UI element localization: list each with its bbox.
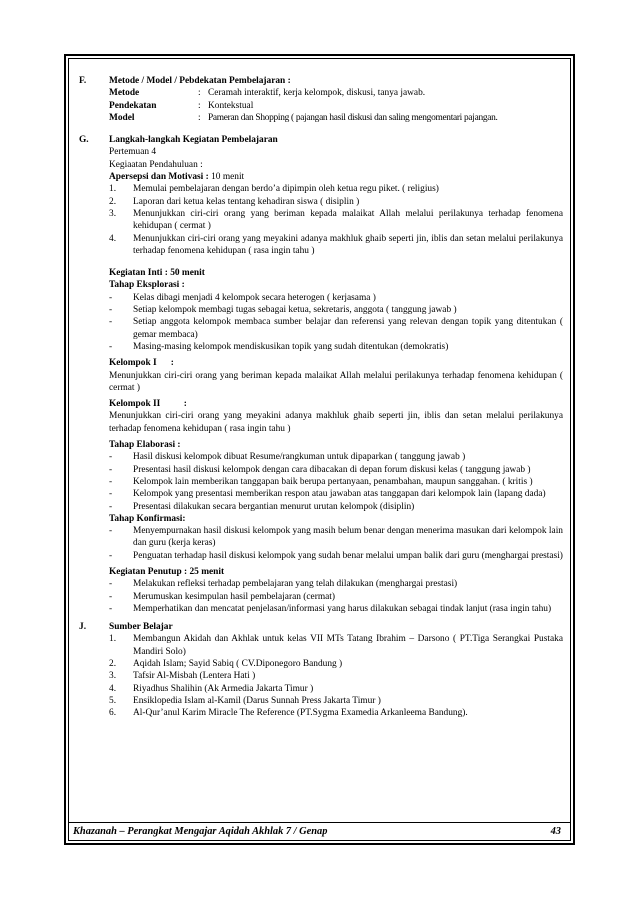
list-item (109, 591, 563, 603)
kelompok2-label: Kelompok II : (109, 399, 187, 410)
list-dash: - (109, 317, 113, 328)
list-item (109, 633, 563, 658)
approach-key: Pendekatan (109, 100, 157, 111)
list-item (109, 464, 563, 476)
list-text: Memulai pembelajaran dengan berdo’a dipimpin oleh ketua regu piket. ( religius) (133, 184, 439, 195)
list-number: 3. (109, 208, 117, 219)
list-text: Presentasi dilakukan secara bergantian menurut urutan kelompok (disiplin) (133, 501, 415, 512)
section-f-title: Metode / Model / Pebdekatan Pembelajaran : (109, 76, 291, 86)
section-g-title: Langkah-langkah Kegiatan Pembelajaran (109, 135, 278, 146)
list-number: 5. (109, 695, 117, 706)
list-item (109, 525, 563, 550)
section-g (79, 134, 563, 615)
list-number: 4. (109, 233, 117, 244)
list-item (109, 341, 563, 353)
list-dash: - (109, 603, 113, 614)
list-number: 1. (109, 184, 117, 195)
list-text: Ensiklopedia Islam al-Kamil (Darus Sunnah Press Jakarta Timur ) (133, 695, 381, 706)
list-text: Masing-masing kelompok mendiskusikan topik yang sudah ditentukan (demokratis) (133, 341, 449, 352)
kelompok2-text: Menunjukkan ciri-ciri orang yang meyakini adanya makhluk ghaib seperti jin, iblis dan setan melalui perilakunya terhadap fenomena kehidupan ( rasa ingin tahu ) (109, 411, 563, 434)
list-dash: - (109, 341, 113, 352)
list-item (109, 550, 563, 562)
list-dash: - (109, 476, 113, 487)
list-item (109, 476, 563, 488)
list-item (109, 196, 563, 208)
list-dash: - (109, 452, 113, 463)
list-item (109, 501, 563, 513)
list-item (109, 316, 563, 341)
list-item (109, 670, 563, 682)
list-dash: - (109, 292, 113, 303)
intro-label: Kegiaatan Pendahuluan : (109, 159, 203, 170)
list-number: 6. (109, 708, 117, 719)
apersepsi-heading (109, 171, 563, 183)
list-text: Memperhatikan dan mencatat penjelasan/informasi yang harus dilakukan sebagai tindak lanjut (rasa ingin tahu) (133, 603, 552, 614)
list-number: 2. (109, 659, 117, 670)
section-f-letter: F. (79, 76, 87, 86)
kelompok1-text: Menunjukkan ciri-ciri orang yang beriman kepada malaikat Allah melalui perilakunya terhadap fenomena kehidupan ( cermat ) (109, 370, 563, 393)
section-j-title: Sumber Belajar (109, 622, 173, 633)
method-key: Metode (109, 88, 140, 99)
footer-divider (68, 822, 571, 823)
list-text: Riyadhus Shalihin (Ak Armedia Jakarta Timur ) (133, 683, 314, 694)
list-dash: - (109, 591, 113, 602)
list-text: Penguatan terhadap hasil diskusi kelompok yang sudah benar melalui umpan balik dari guru (menghargai prestasi) (133, 550, 563, 561)
list-item (109, 603, 563, 615)
method-colon: : (198, 88, 201, 99)
list-dash: - (109, 464, 113, 475)
method-value: Ceramah interaktif, kerja kelompok, diskusi, tanya jawab. (208, 88, 426, 99)
section-j-letter: J. (79, 622, 87, 633)
list-item (109, 304, 563, 316)
list-text: Melakukan refleksi terhadap pembelajaran yang telah dilakukan (menghargai prestasi) (133, 579, 458, 590)
list-text: Menyempurnakan hasil diskusi kelompok yang masih belum benar dengan menerima masukan dari kelompok lain dan guru (kerja keras) (133, 526, 563, 549)
method-row (109, 87, 563, 99)
list-item (109, 183, 563, 195)
list-text: Membangun Akidah dan Akhlak untuk kelas VII MTs Tatang Ibrahim – Darsono ( PT.Tiga Serangkai Pustaka Mandiri Solo) (133, 634, 563, 657)
inti-label: Kegiatan Inti : 50 menit (109, 268, 205, 279)
list-item (109, 695, 563, 707)
list-text: Kelompok yang presentasi memberikan respon atau jawaban atas tanggapan dari kelompok lain (lapang dada) (133, 489, 546, 500)
approach-row (109, 100, 563, 112)
apersepsi-label: Apersepsi dan Motivasi : (109, 172, 209, 183)
list-number: 1. (109, 634, 117, 645)
apersepsi-time: 10 menit (208, 172, 245, 183)
section-f (79, 75, 563, 124)
list-text: Setiap anggota kelompok membaca sumber belajar dan referensi yang relevan dengan topik yang ditentukan ( gemar membaca) (133, 317, 563, 340)
list-text: Hasil diskusi kelompok dibuat Resume/rangkuman untuk dipaparkan ( tanggung jawab ) (133, 452, 466, 463)
penutup-label: Kegiatan Penutup : 25 menit (109, 566, 225, 577)
list-item (109, 658, 563, 670)
list-text: Kelompok lain memberikan tanggapan baik berupa pertanyaan, penambahan, maupun sanggahan. ( kritis ) (133, 476, 533, 487)
list-text: Merumuskan kesimpulan hasil pembelajaran (cermat) (133, 591, 336, 602)
list-text: Menunjukkan ciri-ciri orang yang beriman kepada malaikat Allah melalui perilakunya terhadap fenomena kehidupan ( cermat ) (133, 208, 563, 232)
list-item (109, 208, 563, 233)
list-item (109, 683, 563, 695)
list-text: Aqidah Islam; Sayid Sabiq ( CV.Diponegoro Bandung ) (133, 659, 343, 670)
list-item (109, 451, 563, 463)
list-text: Menunjukkan ciri-ciri orang yang meyakini adanya makhluk ghaib seperti jin, iblis dan setan melalui perilakunya terhadap fenomena kehidupan ( rasa ingin tahu ) (133, 233, 563, 256)
list-dash: - (109, 526, 113, 537)
section-g-letter: G. (79, 135, 89, 146)
approach-value: Kontekstual (208, 100, 254, 111)
footer-title: Khazanah – Perangkat Mengajar Aqidah Akhlak 7 / Genap (73, 826, 328, 837)
section-j (79, 621, 563, 719)
meeting-label: Pertemuan 4 (109, 147, 157, 158)
list-item (109, 578, 563, 590)
model-row (109, 112, 563, 124)
list-item (109, 233, 563, 258)
list-dash: - (109, 501, 113, 512)
konfirmasi-label: Tahap Konfirmasi: (109, 513, 186, 524)
list-item (109, 488, 563, 500)
list-dash: - (109, 550, 113, 561)
model-value: Pameran dan Shopping ( pajangan hasil diskusi dan saling mengomentari pajangan. (208, 112, 498, 123)
elaborasi-label: Tahap Elaborasi : (109, 440, 181, 451)
list-item (109, 707, 563, 719)
list-text: Presentasi hasil diskusi kelompok dengan cara dibacakan di depan forum diskusi kelas ( tanggung jawab ) (133, 464, 531, 475)
list-number: 2. (109, 196, 117, 207)
document-body (79, 75, 563, 720)
list-dash: - (109, 579, 113, 590)
model-colon: : (198, 112, 201, 123)
kelompok1-label: Kelompok I : (109, 358, 174, 369)
list-text: Kelas dibagi menjadi 4 kelompok secara heterogen ( kerjasama ) (133, 292, 376, 303)
list-text: Al-Qur’anul Karim Miracle The Reference (PT.Sygma Examedia Arkanleema Bandung). (133, 708, 468, 719)
list-text: Setiap kelompok membagi tugas sebagai ketua, sekretaris, anggota ( tanggung jawab ) (133, 305, 457, 316)
list-number: 4. (109, 683, 117, 694)
list-text: Tafsir Al-Misbah (Lentera Hati ) (133, 671, 256, 682)
model-key: Model (109, 112, 135, 123)
list-dash: - (109, 305, 113, 316)
list-dash: - (109, 489, 113, 500)
eksplorasi-label: Tahap Eksplorasi : (109, 280, 185, 291)
list-number: 3. (109, 671, 117, 682)
page-number: 43 (550, 826, 561, 837)
list-item (109, 292, 563, 304)
list-text: Laporan dari ketua kelas tentang kehadiran siswa ( disiplin ) (133, 196, 360, 207)
approach-colon: : (198, 100, 201, 111)
